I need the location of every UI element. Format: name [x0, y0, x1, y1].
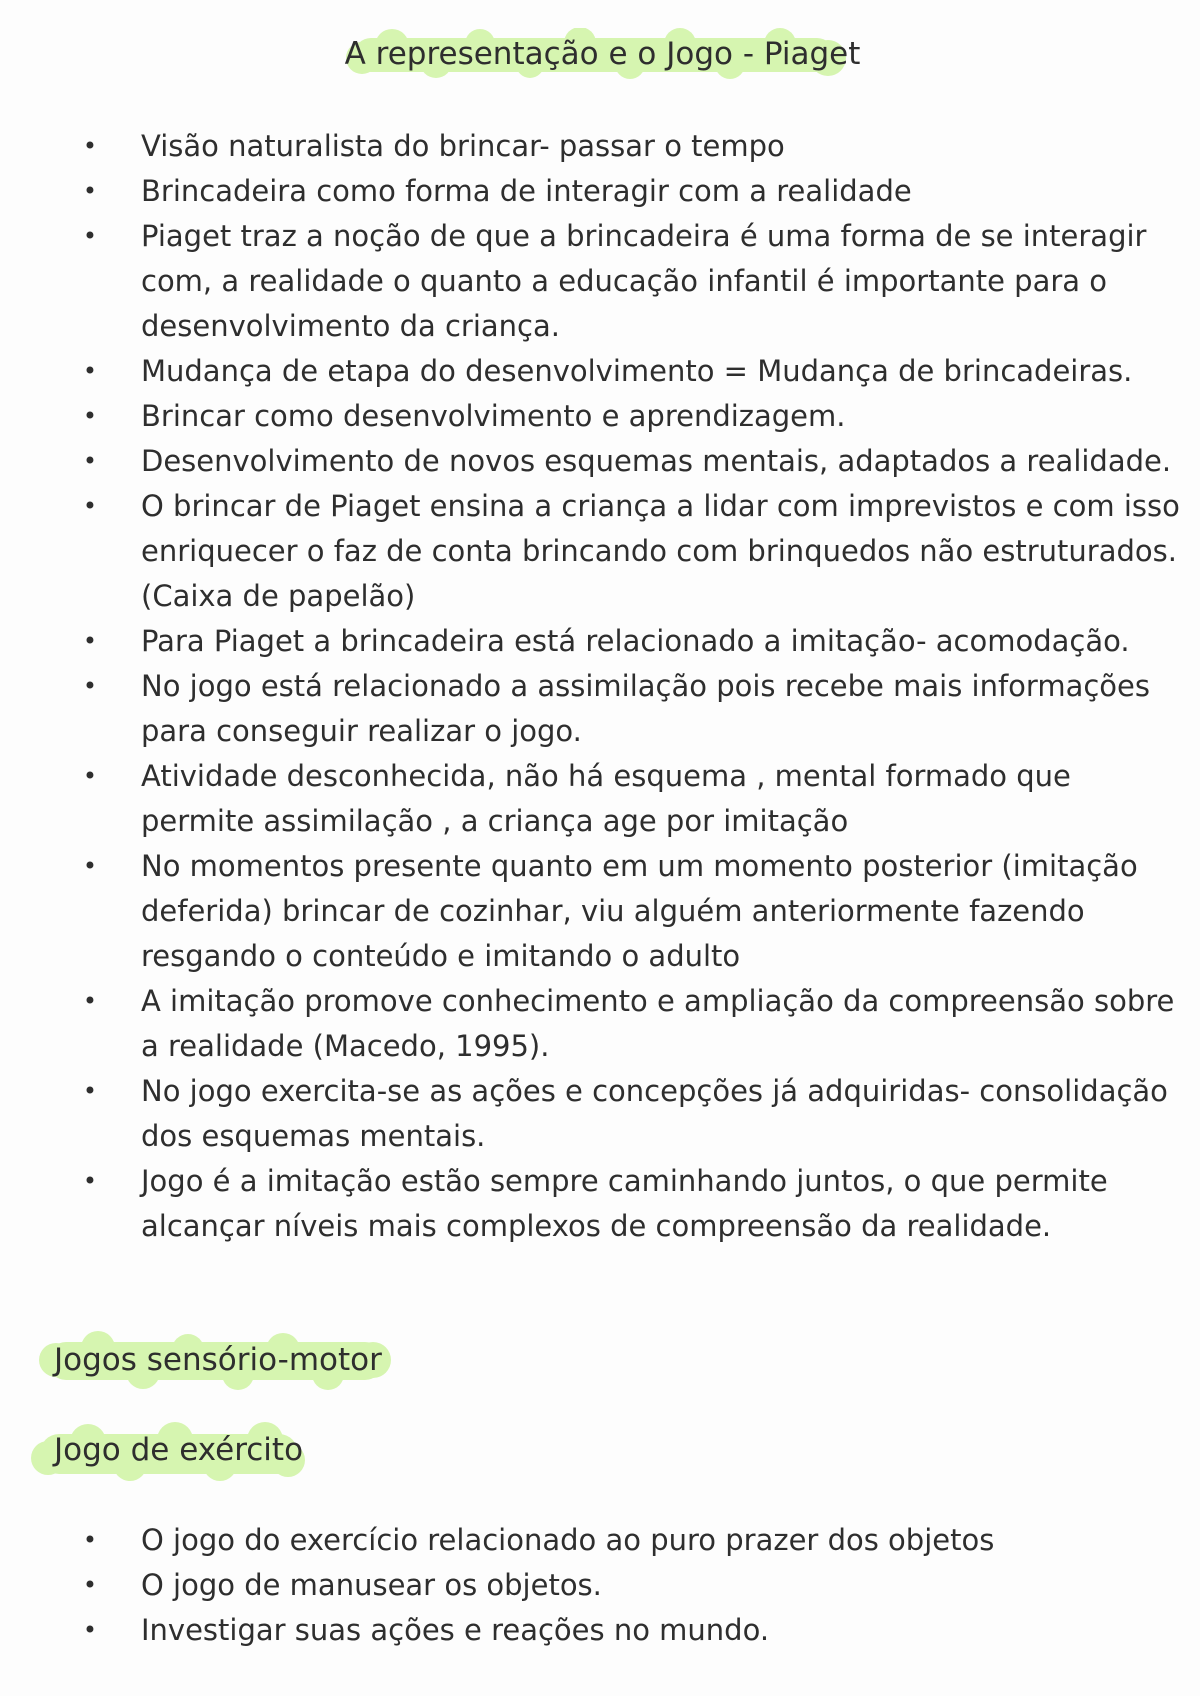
list-item-text: Visão naturalista do brincar- passar o tempo [141, 129, 785, 163]
list-item [0, 1608, 1200, 1653]
list-item [0, 844, 1200, 979]
list-item-text: Investigar suas ações e reações no mundo. [141, 1613, 770, 1647]
list-item [0, 1069, 1200, 1159]
list-item [0, 484, 1200, 619]
bullet-icon: • [82, 447, 98, 475]
bullet-icon: • [82, 627, 98, 655]
list-item [0, 1563, 1200, 1608]
list-item [0, 664, 1200, 754]
bullet-icon: • [82, 1167, 98, 1195]
exercise-bullet-list [0, 1518, 1200, 1653]
main-bullet-list [0, 124, 1200, 1249]
bullet-icon: • [82, 132, 98, 160]
bullet-icon: • [82, 1526, 98, 1554]
list-item-text: No jogo está relacionado a assimilação pois recebe mais informações para conseguir realizar o jogo. [141, 669, 1150, 748]
list-item [0, 349, 1200, 394]
list-item [0, 619, 1200, 664]
bullet-icon: • [82, 1077, 98, 1105]
bullet-icon: • [82, 987, 98, 1015]
list-item-text: Brincadeira como forma de interagir com a realidade [141, 174, 912, 208]
bullet-icon: • [82, 402, 98, 430]
bullet-icon: • [82, 1571, 98, 1599]
list-item-text: No momentos presente quanto em um momento posterior (imitação deferida) brincar de cozinhar, viu alguém anteriormente fazendo resgando o conteúdo e imitando o adulto [141, 849, 1138, 973]
bullet-icon: • [82, 852, 98, 880]
list-item [0, 979, 1200, 1069]
bullet-icon: • [82, 222, 98, 250]
list-item-text: O jogo do exercício relacionado ao puro prazer dos objetos [141, 1523, 995, 1557]
list-item-text: Atividade desconhecida, não há esquema , mental formado que permite assimilação , a criança age por imitação [141, 759, 1071, 838]
list-item [0, 754, 1200, 844]
list-item-text: Desenvolvimento de novos esquemas mentais, adaptados a realidade. [141, 444, 1172, 478]
list-item-text: No jogo exercita-se as ações e concepções já adquiridas- consolidação dos esquemas mentais. [141, 1074, 1168, 1153]
bullet-icon: • [82, 762, 98, 790]
heading-jogos-sensorio-motor: Jogos sensório-motor [54, 1342, 382, 1378]
list-item-text: Piaget traz a noção de que a brincadeira é uma forma de se interagir com, a realidade o quanto a educação infantil é importante para o desenvolvimento da criança. [141, 219, 1147, 343]
bullet-icon: • [82, 672, 98, 700]
heading-jogo-de-exercito: Jogo de exército [54, 1432, 304, 1468]
list-item-text: Para Piaget a brincadeira está relacionado a imitação- acomodação. [141, 624, 1130, 658]
bullet-icon: • [82, 357, 98, 385]
list-item [0, 1159, 1200, 1249]
list-item [0, 169, 1200, 214]
list-item-text: Jogo é a imitação estão sempre caminhando juntos, o que permite alcançar níveis mais complexos de compreensão da realidade. [141, 1164, 1108, 1243]
bullet-icon: • [82, 492, 98, 520]
bullet-icon: • [82, 177, 98, 205]
list-item [0, 124, 1200, 169]
list-item-text: Brincar como desenvolvimento e aprendizagem. [141, 399, 846, 433]
list-item-text: A imitação promove conhecimento e ampliação da compreensão sobre a realidade (Macedo, 1995). [141, 984, 1175, 1063]
list-item-text: O jogo de manusear os objetos. [141, 1568, 602, 1602]
list-item [0, 214, 1200, 349]
list-item [0, 394, 1200, 439]
list-item-text: Mudança de etapa do desenvolvimento = Mudança de brincadeiras. [141, 354, 1133, 388]
list-item [0, 1518, 1200, 1563]
bullet-icon: • [82, 1616, 98, 1644]
list-item-text: O brincar de Piaget ensina a criança a lidar com imprevistos e com isso enriquecer o faz de conta brincando com brinquedos não estruturados. (Caixa de papelão) [141, 489, 1180, 613]
page-title: A representação e o Jogo - Piaget [344, 36, 861, 72]
list-item [0, 439, 1200, 484]
